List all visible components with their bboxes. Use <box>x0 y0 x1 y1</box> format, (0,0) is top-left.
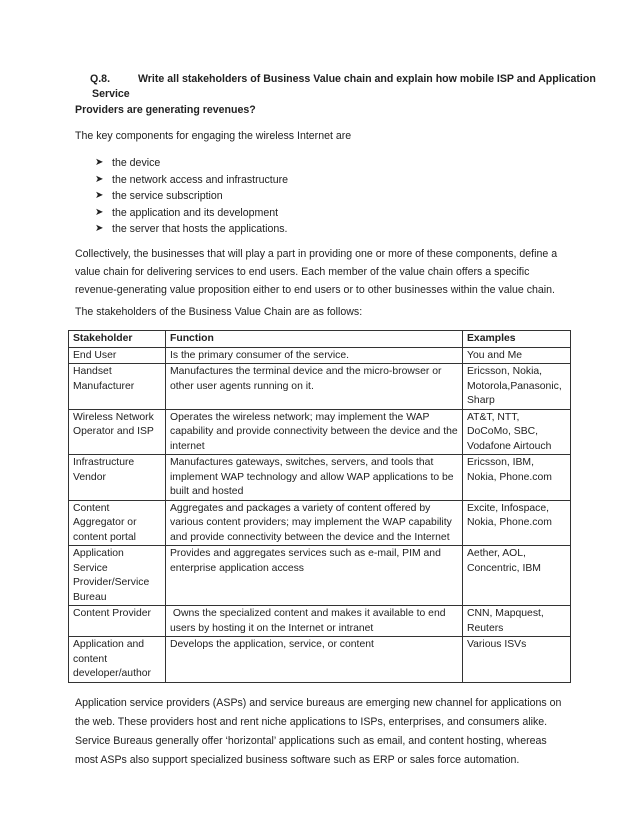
intro-paragraph: The key components for engaging the wireless Internet are <box>75 130 352 142</box>
examples-cell: CNN, Mapquest, Reuters <box>463 606 571 637</box>
header-stakeholder: Stakeholder <box>69 331 166 348</box>
arrow-bullet-icon: ➤ <box>95 223 104 234</box>
arrow-bullet-icon: ➤ <box>95 173 104 185</box>
question-text-line3: Providers are generating revenues? <box>75 104 256 116</box>
function-cell: Provides and aggregates services such as e-mail, PIM and enterprise application access <box>166 546 463 606</box>
question-text-line2: Service <box>92 88 130 100</box>
closing-paragraph: Application service providers (ASPs) and service bureaus are emerging new channel for applications on the web. These providers host and rent niche applications to ISPs, enterprises, and consumers alike. Service Bureaus generally offer ‘horizontal’ applications such as email, and content hosting, whereas most ASPs also support specialized business software such as ERP or sales force automation. <box>75 697 562 766</box>
table-header-row <box>69 331 571 348</box>
examples-cell: Aether, AOL, Concentric, IBM <box>463 546 571 606</box>
table-row <box>69 347 571 364</box>
function-cell: Operates the wireless network; may implement the WAP capability and provide connectivity between the device and the internet <box>166 409 463 455</box>
header-examples: Examples <box>463 331 571 348</box>
stakeholder-table <box>68 330 571 683</box>
function-cell: Is the primary consumer of the service. <box>166 347 463 364</box>
table-row <box>69 637 571 683</box>
function-cell: Owns the specialized content and makes it available to end users by hosting it on the Internet or intranet <box>166 606 463 637</box>
examples-cell: AT&T, NTT, DoCoMo, SBC, Vodafone Airtouch <box>463 409 571 455</box>
stakeholder-cell: Application and content developer/author <box>69 637 166 683</box>
examples-cell: Ericsson, IBM, Nokia, Phone.com <box>463 455 571 501</box>
stakeholder-cell: Content Aggregator or content portal <box>69 500 166 546</box>
arrow-bullet-icon: ➤ <box>95 206 104 218</box>
function-cell: Aggregates and packages a variety of content offered by various content providers; may implement the WAP capability and provide connectivity between the device and the Internet <box>166 500 463 546</box>
stakeholder-cell: Application Service Provider/Service Bureau <box>69 546 166 606</box>
list-item: ➤ the server that hosts the applications. <box>95 221 288 238</box>
examples-cell: You and Me <box>463 347 571 364</box>
stakeholder-cell: Handset Manufacturer <box>69 364 166 410</box>
header-function: Function <box>166 331 463 348</box>
function-cell: Manufactures the terminal device and the micro-browser or other user agents running on it. <box>166 364 463 410</box>
stakeholder-cell: Content Provider <box>69 606 166 637</box>
examples-cell: Ericsson, Nokia, Motorola,Panasonic, Sharp <box>463 364 571 410</box>
table-row <box>69 500 571 546</box>
list-item: ➤ the application and its development <box>95 205 288 222</box>
list-item: ➤ the device <box>95 155 288 172</box>
stakeholder-cell: End User <box>69 347 166 364</box>
table-row <box>69 606 571 637</box>
table-row <box>69 409 571 455</box>
function-cell: Develops the application, service, or content <box>166 637 463 683</box>
list-item: ➤ the network access and infrastructure <box>95 172 288 189</box>
examples-cell: Various ISVs <box>463 637 571 683</box>
examples-cell: Excite, Infospace, Nokia, Phone.com <box>463 500 571 546</box>
collectively-paragraph: Collectively, the businesses that will play a part in providing one or more of these components, define a value chain for delivering services to end users. Each member of the value chain offers a specific revenue-generating value proposition either to end users or to other businesses within the value chain. <box>75 248 558 296</box>
function-cell: Manufactures gateways, switches, servers, and tools that implement WAP technology and allow WAP applications to be built and hosted <box>166 455 463 501</box>
table-row <box>69 546 571 606</box>
stakeholder-cell: Infrastructure Vendor <box>69 455 166 501</box>
table-row <box>69 455 571 501</box>
arrow-bullet-icon: ➤ <box>95 157 104 168</box>
component-bullet-list <box>95 155 288 238</box>
question-number: Q.8. <box>90 73 111 85</box>
stakeholder-cell: Wireless Network Operator and ISP <box>69 409 166 455</box>
question-text-line1: Write all stakeholders of Business Value chain and explain how mobile ISP and Application <box>138 73 596 85</box>
table-row <box>69 364 571 410</box>
list-item: ➤ the service subscription <box>95 188 288 205</box>
stakeholders-intro: The stakeholders of the Business Value Chain are as follows: <box>75 306 363 318</box>
arrow-bullet-icon: ➤ <box>95 190 104 201</box>
